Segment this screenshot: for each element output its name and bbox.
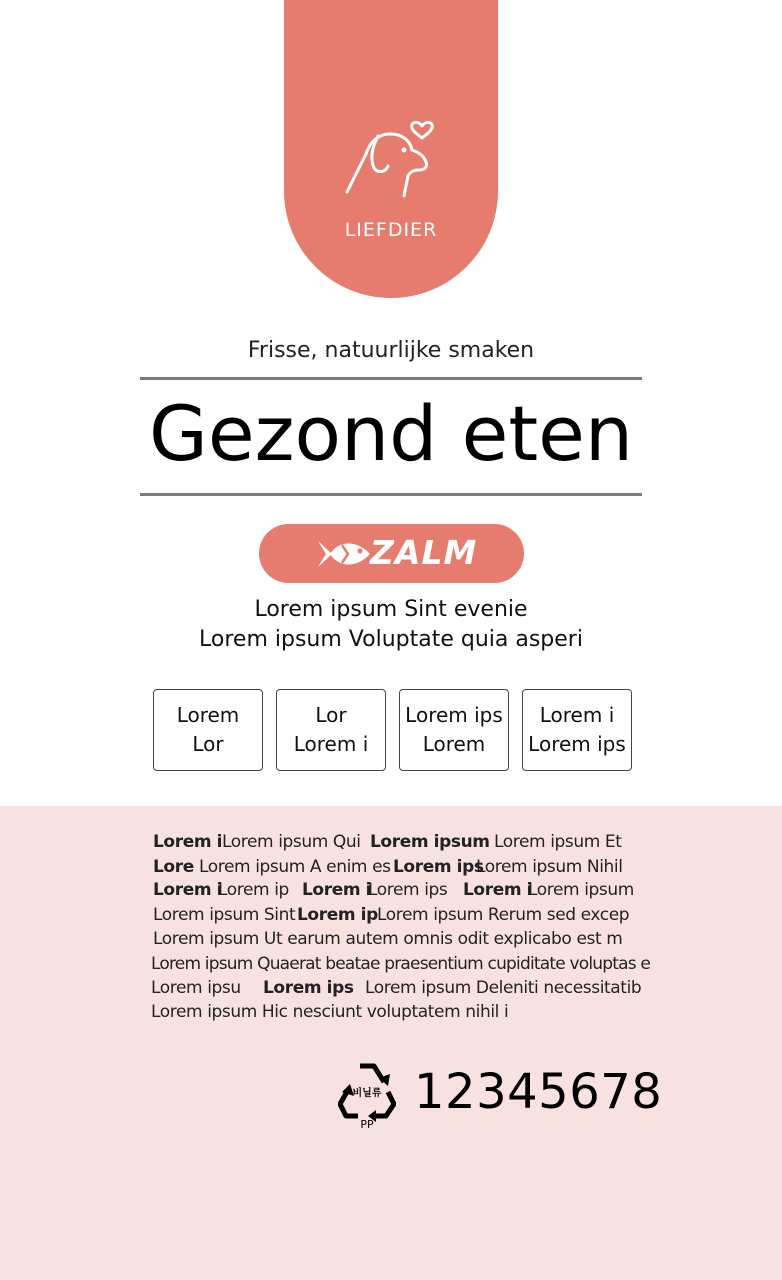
text-run: Lorem ipsum Hic nesciunt voluptatem nihil i: [151, 1002, 509, 1022]
info-box-line: Lor: [315, 703, 347, 727]
text-bold: Lorem ips: [263, 978, 354, 998]
text-line: [150, 1002, 640, 1026]
info-box-line: Lor: [192, 732, 224, 756]
text-run: Lorem ips: [368, 880, 448, 900]
info-box-line: Lorem: [176, 703, 240, 727]
info-box: [399, 689, 509, 771]
info-box-line: Lorem i: [293, 732, 369, 756]
text-line: [150, 832, 640, 856]
info-box: [276, 689, 386, 771]
text-bold: Lore: [153, 857, 194, 877]
text-bold: Lorem ips: [393, 857, 484, 877]
dog-heart-icon: [344, 112, 444, 198]
description-line-2: Lorem ipsum Voluptate quia asperi: [199, 627, 583, 652]
text-line: [150, 880, 640, 904]
divider-bottom: [140, 493, 642, 496]
text-run: Lorem ipsum Quaerat beatae praesentium cupiditate voluptas e: [151, 954, 651, 974]
tagline: Frisse, natuurlijke smaken: [247, 338, 535, 363]
product-code: 12345678: [414, 1064, 663, 1120]
brand-name: LIEFDIER: [344, 219, 438, 241]
recycle-material: PP: [360, 1118, 374, 1131]
info-box: [153, 689, 263, 771]
recycle-label: 비닐류: [352, 1088, 382, 1099]
brand-tab: [284, 0, 498, 298]
text-run: Lorem ipsum Ut earum autem omnis odit explicabo est m: [153, 929, 623, 949]
text-run: Lorem ipsum Sint: [153, 905, 296, 925]
text-run: Lorem ipsum Rerum sed excep: [377, 905, 630, 925]
info-box-line: Lorem i: [539, 703, 615, 727]
text-run: Lorem ipsu: [151, 978, 241, 998]
text-line: [150, 954, 651, 978]
text-bold: Lorem ipsum: [370, 832, 490, 852]
text-bold: Lorem i: [153, 880, 223, 900]
info-box-line: Lorem: [422, 732, 486, 756]
text-run: Lorem ipsum Qui: [222, 832, 361, 852]
info-box: [522, 689, 632, 771]
text-run: Lorem ip: [218, 880, 289, 900]
divider-top: [140, 377, 642, 380]
text-run: Lorem ipsum Et: [494, 832, 622, 852]
info-box-line: Lorem ips: [405, 703, 503, 727]
flavor-label: ZALM: [370, 533, 478, 572]
text-run: Lorem ipsum Nihil: [476, 857, 623, 877]
text-run: Lorem ipsum: [528, 880, 634, 900]
text-line: [150, 905, 640, 929]
text-line: [150, 857, 640, 881]
text-bold: Lorem i: [302, 880, 372, 900]
text-run: Lorem ipsum A enim es: [199, 857, 391, 877]
headline: Gezond eten: [148, 389, 634, 478]
text-bold: Lorem ip: [297, 905, 378, 925]
text-run: Lorem ipsum Deleniti necessitatib: [365, 978, 642, 998]
text-bold: Lorem i: [153, 832, 223, 852]
flavor-badge: [259, 524, 524, 583]
info-box-line: Lorem ips: [528, 732, 626, 756]
text-bold: Lorem i: [463, 880, 533, 900]
text-line: [150, 978, 640, 1002]
description-line-1: Lorem ipsum Sint evenie: [254, 597, 528, 622]
recycle-icon: [338, 1060, 396, 1132]
fish-icon: [316, 537, 372, 571]
text-line: [150, 929, 640, 953]
